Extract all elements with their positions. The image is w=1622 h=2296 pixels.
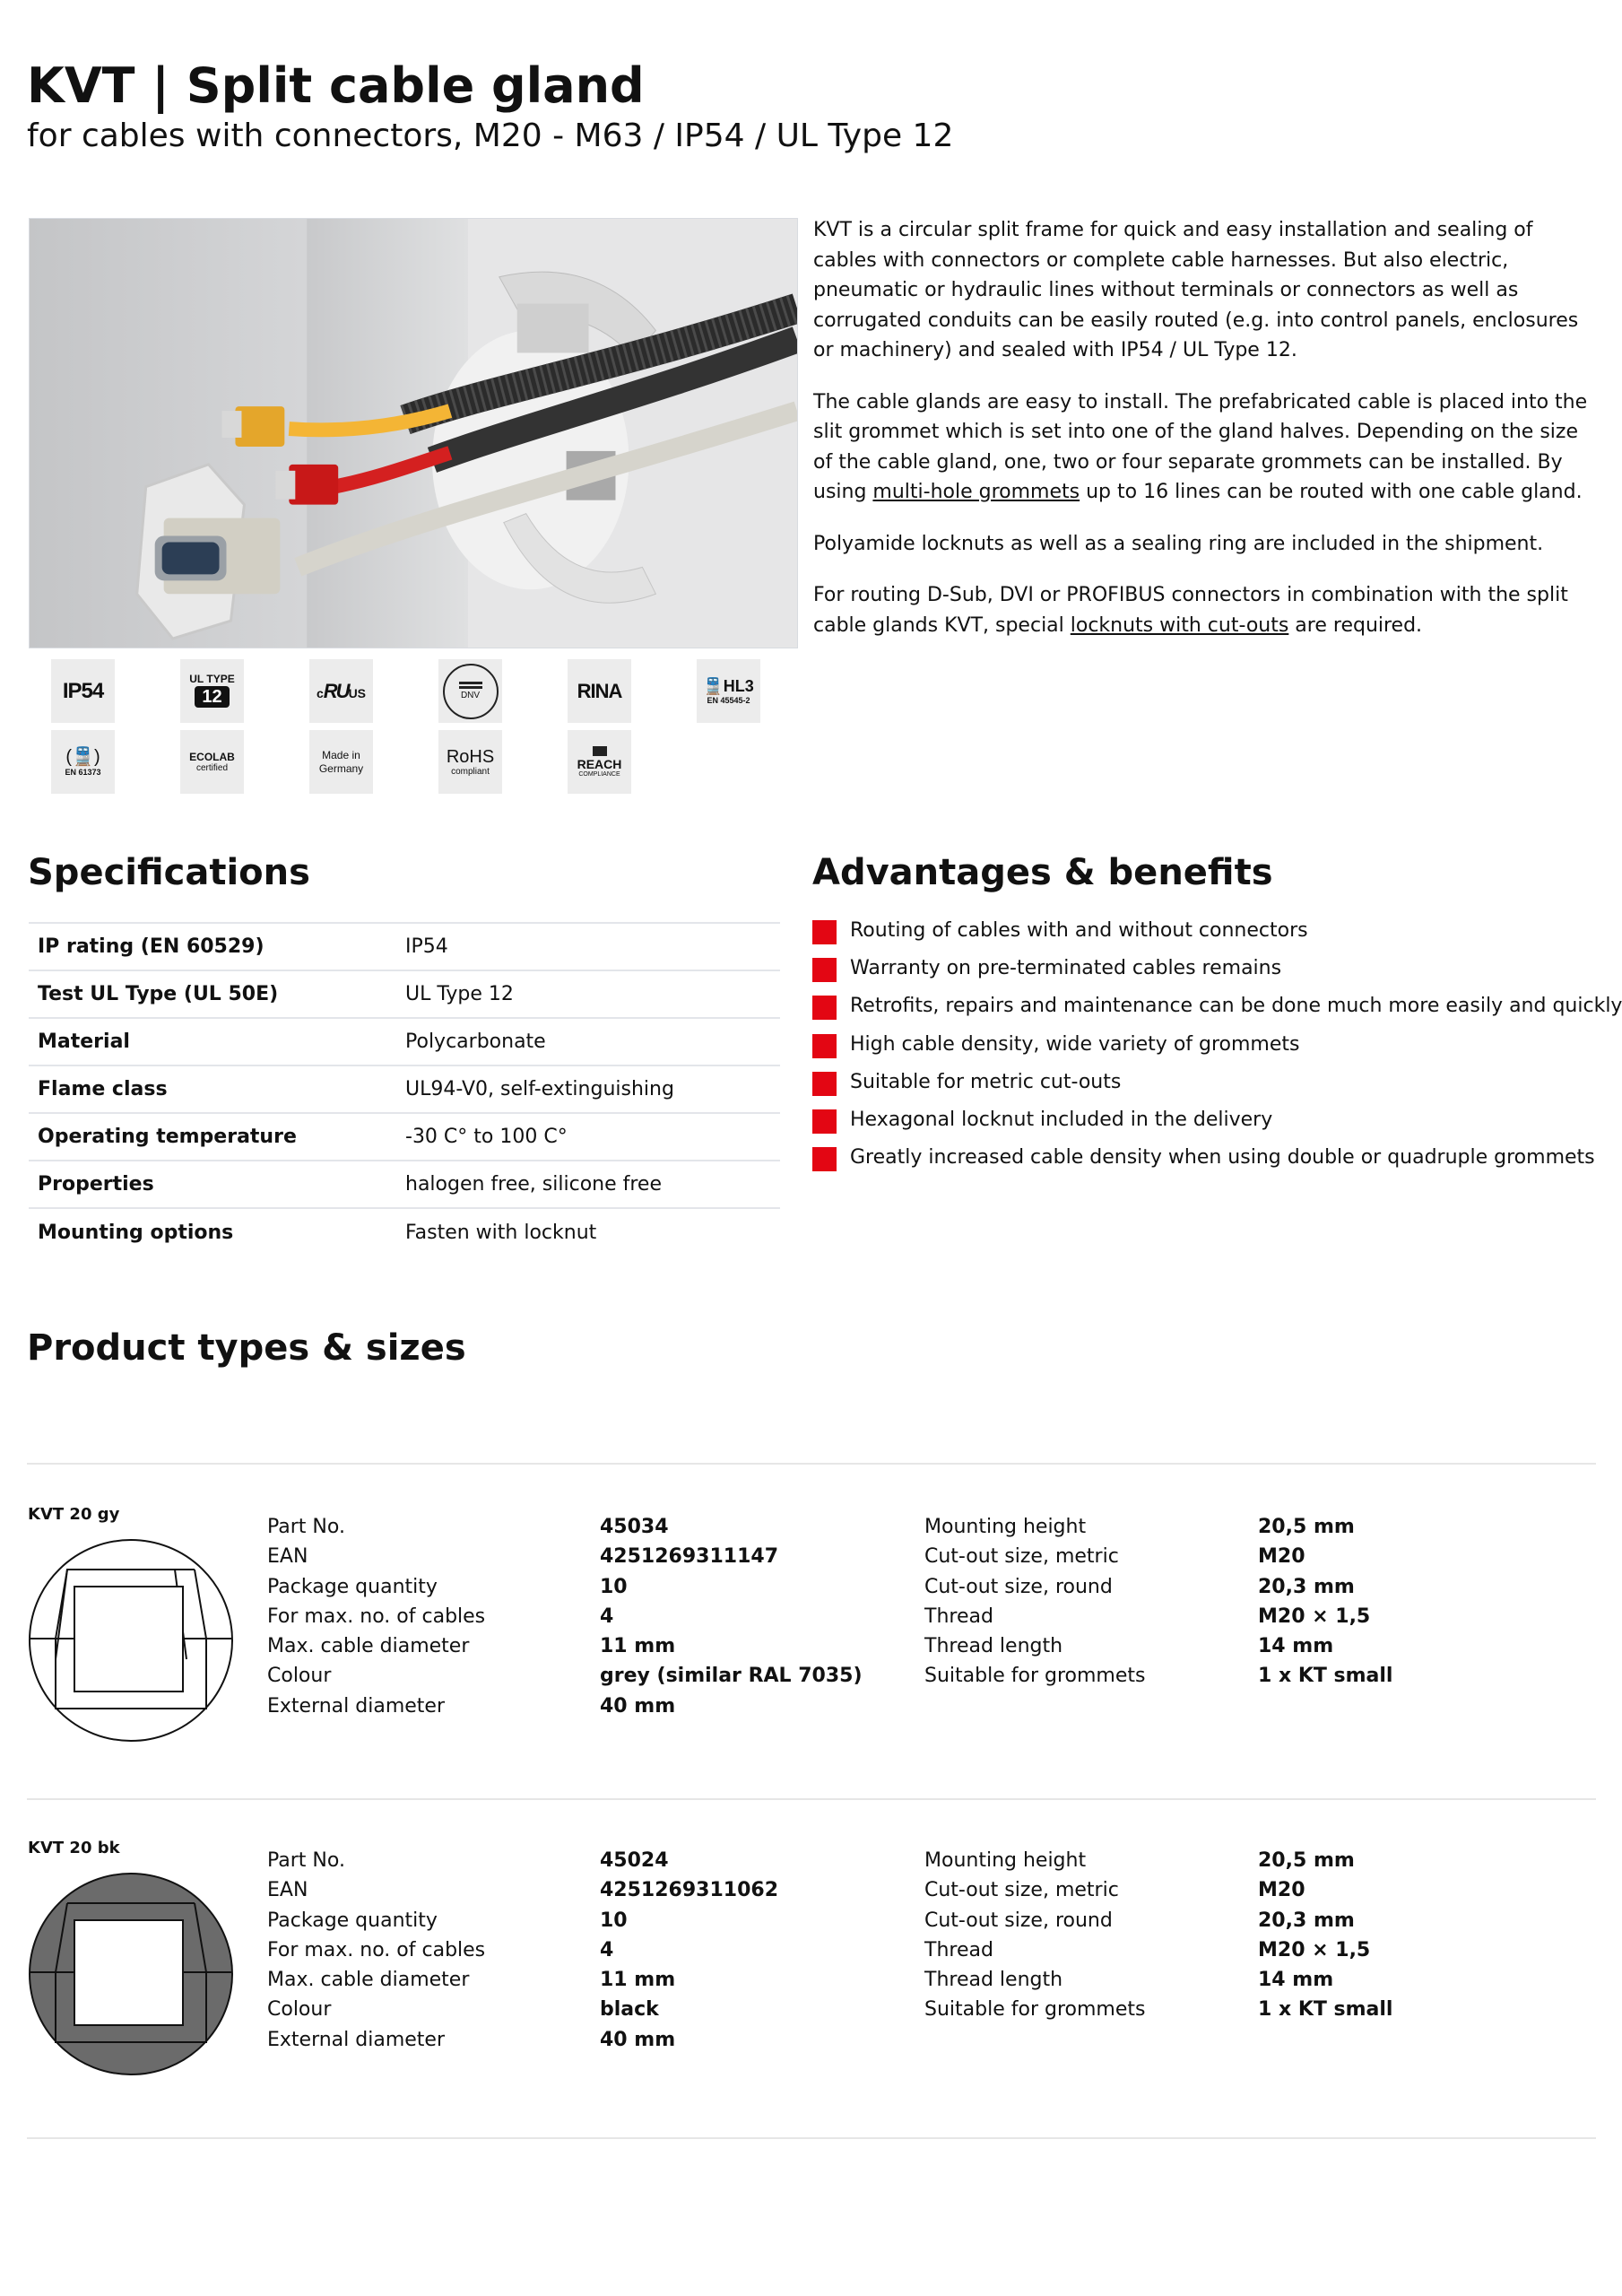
list-item <box>812 951 1619 988</box>
product-description <box>813 215 1602 662</box>
spec-value: 20,5 mm <box>1258 1849 1355 1872</box>
advantages-list <box>812 913 1622 1178</box>
reach-compliance: COMPLIANCE <box>578 771 620 778</box>
advantage-text: High cable density, wide variety of grommets <box>850 1032 1300 1056</box>
advantage-text: Retrofits, repairs and maintenance can be done much more easily and quickly <box>850 995 1622 1018</box>
rohs-icon <box>438 730 502 794</box>
table-row <box>29 1018 780 1065</box>
product-name: KVT 20 bk <box>28 1839 120 1857</box>
spec-value: 14 mm <box>1258 1635 1334 1658</box>
spec-label: Test UL Type (UL 50E) <box>38 983 279 1005</box>
spec-row <box>267 1572 485 1602</box>
table-row <box>29 1065 780 1113</box>
product-specs-right <box>924 1512 1145 1692</box>
description-paragraph <box>813 580 1602 640</box>
spec-label: Max. cable diameter <box>267 1635 470 1658</box>
ip54-badge-text: IP54 <box>62 678 104 703</box>
description-paragraph: KVT is a circular split frame for quick and easy installation and sealing of cables with connectors or complete cable harnesses. But also electric, pneumatic or hydraulic lines without terminals or connectors as well as corrugated conduits can be easily routed (e.g. into control panels, enclosures or machinery) and sealed with IP54 / UL Type 12. <box>813 219 1579 361</box>
table-row <box>29 970 780 1018</box>
spec-label: EAN <box>267 1545 308 1569</box>
table-row <box>29 923 780 970</box>
spec-label: Part No. <box>267 1849 345 1872</box>
spec-label: Cut-out size, metric <box>924 1879 1119 1902</box>
product-values-right <box>1258 1846 1392 2025</box>
ip54-badge-icon <box>51 659 115 723</box>
spec-value: halogen free, silicone free <box>405 1173 662 1196</box>
red-square-bullet-icon <box>812 1147 837 1171</box>
spec-value: 20,3 mm <box>1258 1909 1355 1932</box>
spec-value: 11 mm <box>600 1635 676 1658</box>
spec-label: Max. cable diameter <box>267 1969 470 1992</box>
list-item <box>812 1065 1619 1102</box>
spec-label: Flame class <box>38 1078 168 1100</box>
product-name: KVT 20 gy <box>28 1505 120 1524</box>
red-square-bullet-icon <box>812 1034 837 1058</box>
advantage-text: Hexagonal locknut included in the delivery <box>850 1108 1273 1131</box>
product-types-heading: Product types & sizes <box>27 1327 466 1369</box>
cul-us-text <box>317 680 366 703</box>
multi-hole-grommets-link[interactable]: multi-hole grommets <box>872 481 1080 503</box>
en61373-text: EN 61373 <box>65 768 101 777</box>
spec-value: 4 <box>600 1938 614 1961</box>
spec-label: Colour <box>267 1998 332 2022</box>
spec-label: Cut-out size, metric <box>924 1545 1119 1569</box>
spec-label: Thread <box>924 1938 993 1961</box>
spec-label: Properties <box>38 1173 154 1196</box>
hl3-norm: EN 45545-2 <box>707 695 750 705</box>
gland-drawing-icon <box>28 1538 234 1743</box>
product-card <box>27 1505 1605 1774</box>
list-item <box>812 988 1622 1026</box>
ul-type-value: 12 <box>202 687 222 707</box>
reach-icon <box>568 730 631 794</box>
rina-text: RINA <box>577 679 622 702</box>
product-values-right <box>1258 1512 1392 1692</box>
spec-row <box>267 1661 485 1691</box>
spec-value: 1 x KT small <box>1258 1665 1393 1688</box>
cul-us: US <box>348 685 367 700</box>
dnv-text: DNV <box>460 691 481 700</box>
spec-value: 4251269311147 <box>600 1545 778 1569</box>
description-text: For routing D-Sub, DVI or PROFIBUS connectors in combination with the split cable glands KVT, special <box>813 584 1568 637</box>
spec-label: Thread <box>924 1605 993 1628</box>
spec-label: Material <box>38 1031 130 1053</box>
product-values-left <box>600 1846 778 2055</box>
spec-value: 10 <box>600 1575 628 1598</box>
product-specs-right <box>924 1846 1145 2025</box>
spec-value: 45034 <box>600 1516 669 1538</box>
advantage-text: Warranty on pre-terminated cables remains <box>850 957 1282 980</box>
spec-row <box>267 1631 485 1661</box>
grommet-opening <box>74 1587 183 1692</box>
spec-value: IP54 <box>405 935 448 958</box>
spec-value: 4 <box>600 1605 614 1628</box>
train-vibration-icon <box>51 730 115 794</box>
description-text: are required. <box>1288 613 1423 637</box>
table-row <box>29 1208 780 1256</box>
spec-value: black <box>600 1998 659 2022</box>
spec-label: Suitable for grommets <box>924 1998 1146 2022</box>
gland-drawing-icon <box>28 1872 234 2076</box>
spec-value: UL Type 12 <box>405 983 514 1005</box>
spec-label: Package quantity <box>267 1575 438 1598</box>
spec-label: Thread length <box>924 1635 1063 1658</box>
advantage-text: Greatly increased cable density when using double or quadruple grommets <box>850 1146 1595 1170</box>
hl3-text: 🚆HL3 <box>703 676 754 695</box>
spec-value: 10 <box>600 1909 628 1932</box>
spec-label: Cut-out size, round <box>924 1575 1113 1598</box>
product-photo-illustration <box>30 219 797 648</box>
list-item <box>812 1027 1619 1065</box>
spec-value: Polycarbonate <box>405 1031 546 1053</box>
germany-text: Germany <box>318 761 364 775</box>
spec-label: For max. no. of cables <box>267 1938 486 1961</box>
section-divider <box>27 2137 1596 2139</box>
spec-value: UL94-V0, self-extinguishing <box>405 1078 674 1100</box>
section-divider <box>27 1463 1596 1465</box>
spec-value: Fasten with locknut <box>405 1221 597 1244</box>
cul-us-listed-icon <box>309 659 373 723</box>
red-square-bullet-icon <box>812 920 837 944</box>
spec-row <box>267 1542 485 1571</box>
spec-row <box>267 1512 485 1542</box>
spec-label: Mounting options <box>38 1221 234 1244</box>
ecolab-certified: certified <box>195 763 228 773</box>
dnv-ring <box>443 664 499 719</box>
advantages-heading: Advantages & benefits <box>812 852 1273 893</box>
ecolab-label: ECOLAB <box>189 751 235 763</box>
spec-value: M20 <box>1258 1879 1305 1902</box>
eu-flag-icon <box>593 746 607 756</box>
spec-value: 40 mm <box>600 1694 676 1718</box>
spec-value: M20 × 1,5 <box>1258 1605 1371 1628</box>
specifications-heading: Specifications <box>28 852 310 893</box>
cul-c: c <box>316 685 324 700</box>
red-square-bullet-icon <box>812 996 837 1020</box>
product-photo <box>29 218 798 648</box>
ul-type-label: UL TYPE <box>189 673 235 685</box>
description-text: up to 16 lines can be routed with one cable gland. <box>1080 481 1583 503</box>
spec-value: 11 mm <box>600 1969 676 1992</box>
spec-label: Suitable for grommets <box>924 1665 1146 1688</box>
spec-label: Package quantity <box>267 1909 438 1932</box>
list-item <box>812 1102 1619 1140</box>
train-glyph: (🚆) <box>65 747 100 767</box>
spec-value: 4251269311062 <box>600 1879 778 1902</box>
hl3-label: HL3 <box>723 676 754 695</box>
red-square-bullet-icon <box>812 1072 837 1096</box>
made-in-germany-icon <box>309 730 373 794</box>
spec-label: Mounting height <box>924 1516 1087 1538</box>
product-values-left <box>600 1512 863 1721</box>
description-paragraph <box>813 387 1602 508</box>
rina-icon <box>568 659 631 723</box>
spec-label: IP rating (EN 60529) <box>38 935 265 958</box>
spec-value: 45024 <box>600 1849 669 1872</box>
dnv-bar <box>459 686 482 689</box>
product-specs-left <box>267 1846 485 2055</box>
locknuts-with-cut-outs-link[interactable]: locknuts with cut-outs <box>1070 613 1289 637</box>
spec-row <box>267 1692 485 1721</box>
spec-label: For max. no. of cables <box>267 1605 486 1628</box>
list-item <box>812 913 1619 951</box>
ul-mark: RU <box>323 679 349 702</box>
spec-value: 40 mm <box>600 2028 676 2051</box>
spec-label: Mounting height <box>924 1849 1087 1872</box>
dnv-type-approved-icon <box>438 659 502 723</box>
spec-value: M20 <box>1258 1545 1305 1569</box>
ul-type-12-icon <box>180 659 244 723</box>
spec-label: Part No. <box>267 1516 345 1538</box>
table-row <box>29 1113 780 1161</box>
product-specs-left <box>267 1512 485 1721</box>
spec-value: 14 mm <box>1258 1969 1334 1992</box>
page-title: KVT | Split cable gland <box>27 57 645 114</box>
product-card <box>27 1839 1605 2108</box>
section-divider <box>27 1798 1596 1800</box>
spec-row <box>267 1602 485 1631</box>
advantage-text: Suitable for metric cut-outs <box>850 1070 1122 1093</box>
grommet-opening <box>74 1920 183 2025</box>
spec-label: Cut-out size, round <box>924 1909 1113 1932</box>
spec-label: External diameter <box>267 2028 445 2051</box>
table-row <box>29 1161 780 1208</box>
made-in-text: Made in <box>322 748 360 761</box>
specifications-table <box>29 922 780 1256</box>
ecolab-icon <box>180 730 244 794</box>
spec-value: 20,3 mm <box>1258 1575 1355 1598</box>
spec-label: External diameter <box>267 1694 445 1718</box>
spec-label: EAN <box>267 1879 308 1902</box>
spec-label: Thread length <box>924 1969 1063 1992</box>
red-square-bullet-icon <box>812 958 837 982</box>
spec-label: Operating temperature <box>38 1126 297 1148</box>
spec-value: 20,5 mm <box>1258 1516 1355 1538</box>
spec-label: Colour <box>267 1665 332 1688</box>
rohs-compliant: compliant <box>451 767 490 777</box>
reach-text: REACH <box>577 757 622 771</box>
list-item <box>812 1140 1619 1178</box>
spec-value: 1 x KT small <box>1258 1998 1393 2022</box>
spec-value: -30 C° to 100 C° <box>405 1126 568 1148</box>
rohs-text: RoHS <box>446 747 495 767</box>
hl3-train-icon <box>697 659 760 723</box>
ul-type-number <box>195 686 229 708</box>
dnv-bar <box>459 682 482 684</box>
description-paragraph: Polyamide locknuts as well as a sealing ring are included in the shipment. <box>813 532 1544 555</box>
spec-value: M20 × 1,5 <box>1258 1938 1371 1961</box>
spec-value: grey (similar RAL 7035) <box>600 1665 863 1688</box>
description-text: The cable glands are easy to install. The prefabricated cable is placed into the slit grommet which is set into one of the gland halves. Depending on the size of the cable gland, one, two or four separate grommets can be installed. By using <box>813 390 1588 503</box>
red-square-bullet-icon <box>812 1109 837 1134</box>
page-subtitle: for cables with connectors, M20 - M63 / IP54 / UL Type 12 <box>27 117 954 154</box>
advantage-text: Routing of cables with and without connectors <box>850 919 1308 942</box>
